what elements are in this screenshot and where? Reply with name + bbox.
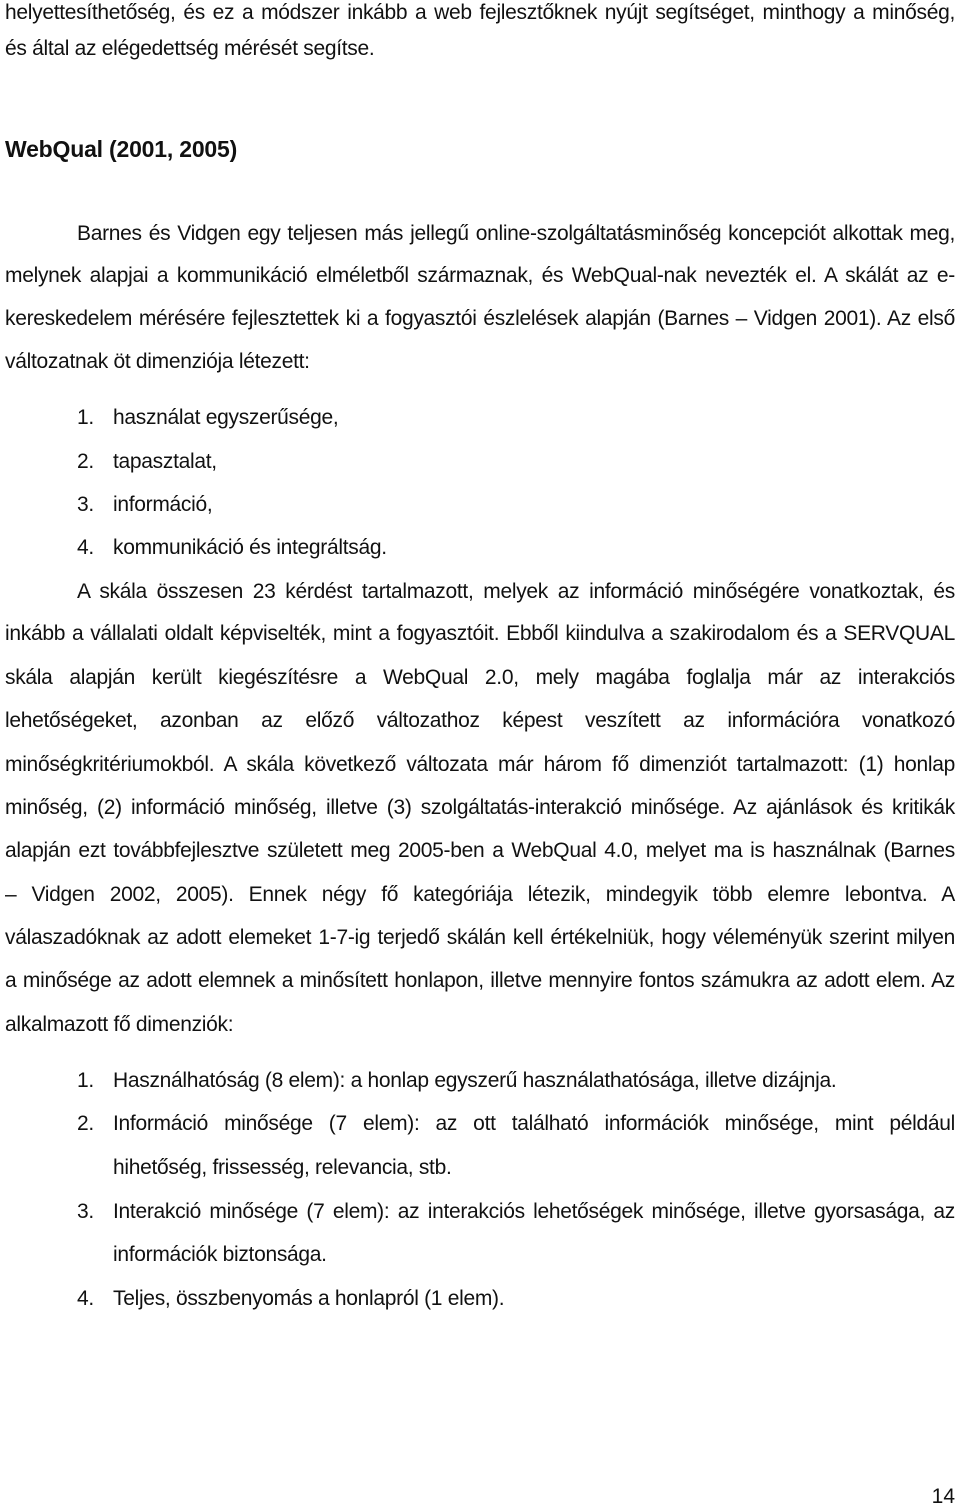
- list2-item-text: információk biztonsága.: [113, 1243, 327, 1266]
- list2-item-number: 4.: [77, 1287, 94, 1310]
- list2-item-text: hihetőség, frissesség, relevancia, stb.: [113, 1156, 452, 1179]
- list2-item-number: 3.: [77, 1200, 94, 1223]
- list1-item-number: 3.: [77, 493, 94, 516]
- list2-item-number: 1.: [77, 1069, 94, 1092]
- list1-item-text: kommunikáció és integráltság.: [113, 536, 387, 559]
- list2-item-text: Interakció minősége (7 elem): az interakciós lehetőségek minősége, illetve gyorsasága, az: [113, 1200, 955, 1223]
- para2-line-11: alkalmazott fő dimenziók:: [5, 1013, 234, 1036]
- list1-item-text: információ,: [113, 493, 213, 516]
- section-heading: WebQual (2001, 2005): [5, 136, 238, 162]
- list2-item-text: Teljes, összbenyomás a honlapról (1 elem).: [113, 1287, 505, 1310]
- list1-item-text: használat egyszerűsége,: [113, 406, 339, 429]
- list2-item-number: 2.: [77, 1112, 94, 1135]
- intro-line-2: és által az elégedettség mérését segítse.: [5, 37, 375, 60]
- para2-line-8: – Vidgen 2002, 2005). Ennek négy fő kategóriája létezik, mindegyik több elemre lebontva. A: [5, 883, 955, 906]
- para1-line-3: kereskedelem mérésére fejlesztettek ki a fogyasztói észlelések alapján (Barnes – Vidgen 2001). Az első: [5, 307, 955, 330]
- list2-item-text: Információ minősége (7 elem): az ott található információk minősége, mint például: [113, 1112, 955, 1135]
- para1-line-4: változatnak öt dimenziója létezett:: [5, 350, 310, 373]
- list2-item-text: Használhatóság (8 elem): a honlap egyszerű használathatósága, illetve dizájnja.: [113, 1069, 837, 1092]
- page-number: 14: [931, 1485, 955, 1508]
- list1-item-text: tapasztalat,: [113, 450, 217, 473]
- para2-line-7: alapján ezt továbbfejlesztve született meg 2005-ben a WebQual 4.0, melyet ma is használnak (Barnes: [5, 839, 955, 862]
- para2-line-4: lehetőségeket, azonban az előző változathoz képest veszített az információra vonatkozó: [5, 709, 955, 732]
- para2-line-9: válaszadóknak az adott elemeket 1-7-ig terjedő skálán kell értékelniük, hogy véleményük szerint milyen: [5, 926, 955, 949]
- para1-line-1: Barnes és Vidgen egy teljesen más jellegű online-szolgáltatásminőség koncepciót alkottak meg,: [77, 222, 955, 245]
- para2-line-3: skála alapján került kiegészítésre a WebQual 2.0, mely magába foglalja már az interakciós: [5, 666, 955, 689]
- para2-line-10: a minősége az adott elemnek a minősített honlapon, illetve mennyire fontos számukra az adott elem. Az: [5, 969, 955, 992]
- para2-line-1: A skála összesen 23 kérdést tartalmazott, melyek az információ minőségére vonatkoztak, és: [77, 580, 955, 603]
- list1-item-number: 2.: [77, 450, 94, 473]
- list1-item-number: 4.: [77, 536, 94, 559]
- para2-line-5: minőségkritériumokból. A skála következő változata már három fő dimenziót tartalmazott: (1) honlap: [5, 753, 955, 776]
- list1-item-number: 1.: [77, 406, 94, 429]
- intro-line-1: helyettesíthetőség, és ez a módszer inkább a web fejlesztőknek nyújt segítséget, minthogy a minőség,: [5, 1, 955, 24]
- para2-line-6: minőség, (2) információ minőség, illetve (3) szolgáltatás-interakció minősége. Az ajánlások és kritikák: [5, 796, 955, 819]
- para2-line-2: inkább a vállalati oldalt képviselték, mint a fogyasztóit. Ebből kiindulva a szakirodalom és a SERVQUAL: [5, 622, 955, 645]
- para1-line-2: melynek alapjai a kommunikáció elméletből származnak, és WebQual-nak nevezték el. A skálát az e-: [5, 264, 955, 287]
